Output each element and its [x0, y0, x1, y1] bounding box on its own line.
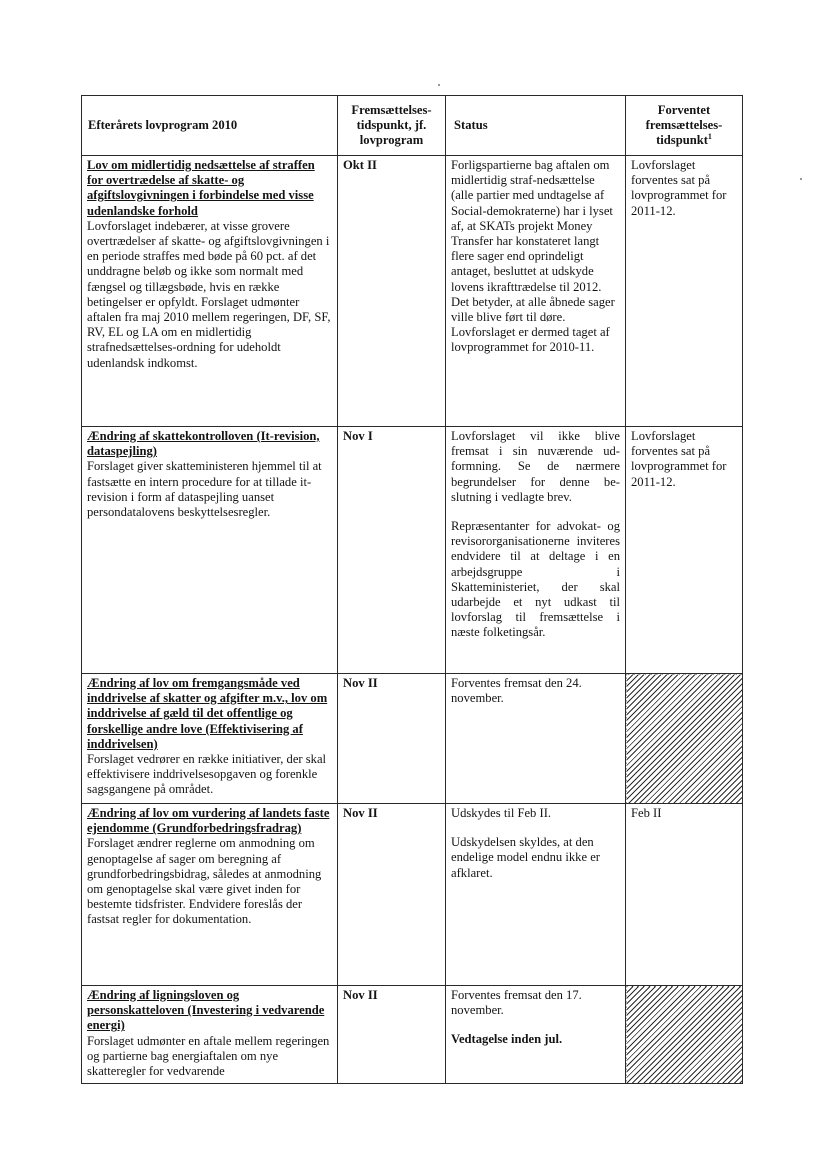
- bill-title: Lov om midlertidig nedsættelse af straffen for overtrædelse af skatte- og afgiftslovgivningen i forbindelse med visse udenlandske forhold: [87, 158, 315, 218]
- status-cell: [446, 986, 626, 1084]
- bill-description: Forslaget ændrer reglerne om anmodning om genoptagelse af sager om beregning af grundforbedringsbidrag, således at anmodning om genoptagelse skal være givet inden for bestemte tidsfrister. Endvidere foreslås der fastsat regler for dokumentation.: [87, 836, 322, 927]
- header-expected: [626, 96, 743, 156]
- status-emphasis: Vedtagelse inden jul.: [451, 1032, 563, 1047]
- expected-cell: Lovforslaget forventes sat på lovprogrammet for 2011-12.: [626, 156, 743, 427]
- program-cell: [82, 986, 338, 1084]
- status-cell: [446, 156, 626, 427]
- status-text: Repræsentanter for advokat- og revisororganisationerne inviteres endvidere til at deltage i en arbejdsgruppe i Skatteministeriet, der skal udarbejde et nyt udkast til lovforslag til fremsættelse i næste folketingsår.: [451, 519, 620, 640]
- bill-title: Ændring af ligningsloven og personskatteloven (Investering i vedvarende energi): [87, 988, 325, 1033]
- header-expected-label: Forventet fremsættelses-tidspunkt: [645, 102, 723, 148]
- bill-description: Lovforslaget indebærer, at visse grovere overtrædelser af skatte- og afgiftslovgivningen i en periode straffes med bøde på 60 pct. af det unddragne beløb og ikke som normalt med fængsel og tillægsbøde, hvis en række betingelser er opfyldt. Forslaget udmønter aftalen fra maj 2010 mellem regeringen, DF, SF, RV, EL og LA om en midlertidig strafnedsættelses-ordning for udeholdt udenlandsk indkomst.: [87, 218, 331, 370]
- status-text: Forventes fremsat den 17. november.: [451, 988, 582, 1018]
- timing-cell: Nov II: [338, 986, 446, 1084]
- timing-cell: Okt II: [338, 156, 446, 427]
- header-program: Efterårets lovprogram 2010: [82, 96, 338, 156]
- expected-cell-hatched: [626, 674, 743, 804]
- header-status: Status: [446, 96, 626, 156]
- scan-speck: [800, 178, 802, 180]
- table-row: [82, 674, 743, 804]
- bill-title: Ændring af lov om vurdering af landets faste ejendomme (Grundforbedringsfradrag): [87, 806, 330, 836]
- bill-title: Ændring af lov om fremgangsmåde ved inddrivelse af skatter og afgifter m.v., lov om inddrivelse af gæld til det offentlige og forskellige andre love (Effektivisering af inddrivelsen): [87, 676, 328, 751]
- program-cell: [82, 674, 338, 804]
- timing-cell: Nov II: [338, 804, 446, 986]
- legislative-program-table: [81, 95, 743, 1084]
- table-row: [82, 427, 743, 674]
- header-timing: Fremsættelses-tidspunkt, jf. lovprogram: [338, 96, 446, 156]
- table-row: [82, 156, 743, 427]
- table-row: [82, 804, 743, 986]
- bill-description: Forslaget udmønter en aftale mellem regeringen og partierne bag energiaftalen om nye skatteregler for vedvarende: [87, 1033, 330, 1079]
- program-cell: [82, 427, 338, 674]
- status-cell: [446, 674, 626, 804]
- status-text: Forligspartierne bag aftalen om midlertidig straf-nedsættelse (alle partier med undtagelse af Social-demokraterne) har i lyset af, at SKATs projekt Money Transfer har konstateret langt flere sager end oprindeligt antaget, besluttet at udskyde lovens ikrafttrædelse til 2012. Det betyder, at alle åbnede sager ville blive ført til døre. Lovforslaget er dermed taget af lovprogrammet for 2010-11.: [451, 158, 615, 355]
- timing-cell: Nov II: [338, 674, 446, 804]
- expected-cell: Lovforslaget forventes sat på lovprogrammet for 2011-12.: [626, 427, 743, 674]
- status-text: Lovforslaget vil ikke blive fremsat i sin nuværende ud-formning. Se de nærmere begrundelser for denne be-slutning i vedlagte brev.: [451, 429, 620, 504]
- program-cell: [82, 156, 338, 427]
- expected-cell-hatched: [626, 986, 743, 1084]
- status-text: Udskydelsen skyldes, at den endelige model endnu ikke er afklaret.: [451, 835, 600, 880]
- status-text: Udskydes til Feb II.: [451, 806, 552, 820]
- bill-description: Forslaget vedrører en række initiativer, der skal effektivisere inddrivelsesopgaven og forenkle sagsgangene på området.: [87, 752, 327, 797]
- table-row: [82, 986, 743, 1084]
- bill-title: Ændring af skattekontrolloven (It-revision, dataspejling): [87, 429, 320, 459]
- footnote-marker: 1: [707, 131, 712, 141]
- timing-cell: Nov I: [338, 427, 446, 674]
- table-header-row: [82, 96, 743, 156]
- bill-description: Forslaget giver skatteministeren hjemmel til at fastsætte en intern procedure for at tillade it-revision i form af dataspejling uanset persondatalovens beskyttelsesregler.: [87, 459, 322, 520]
- document-page: [81, 95, 742, 1084]
- status-cell: [446, 804, 626, 986]
- status-text: Forventes fremsat den 24. november.: [451, 676, 582, 706]
- expected-cell: Feb II: [626, 804, 743, 986]
- scan-speck: [438, 84, 440, 86]
- status-cell: [446, 427, 626, 674]
- program-cell: [82, 804, 338, 986]
